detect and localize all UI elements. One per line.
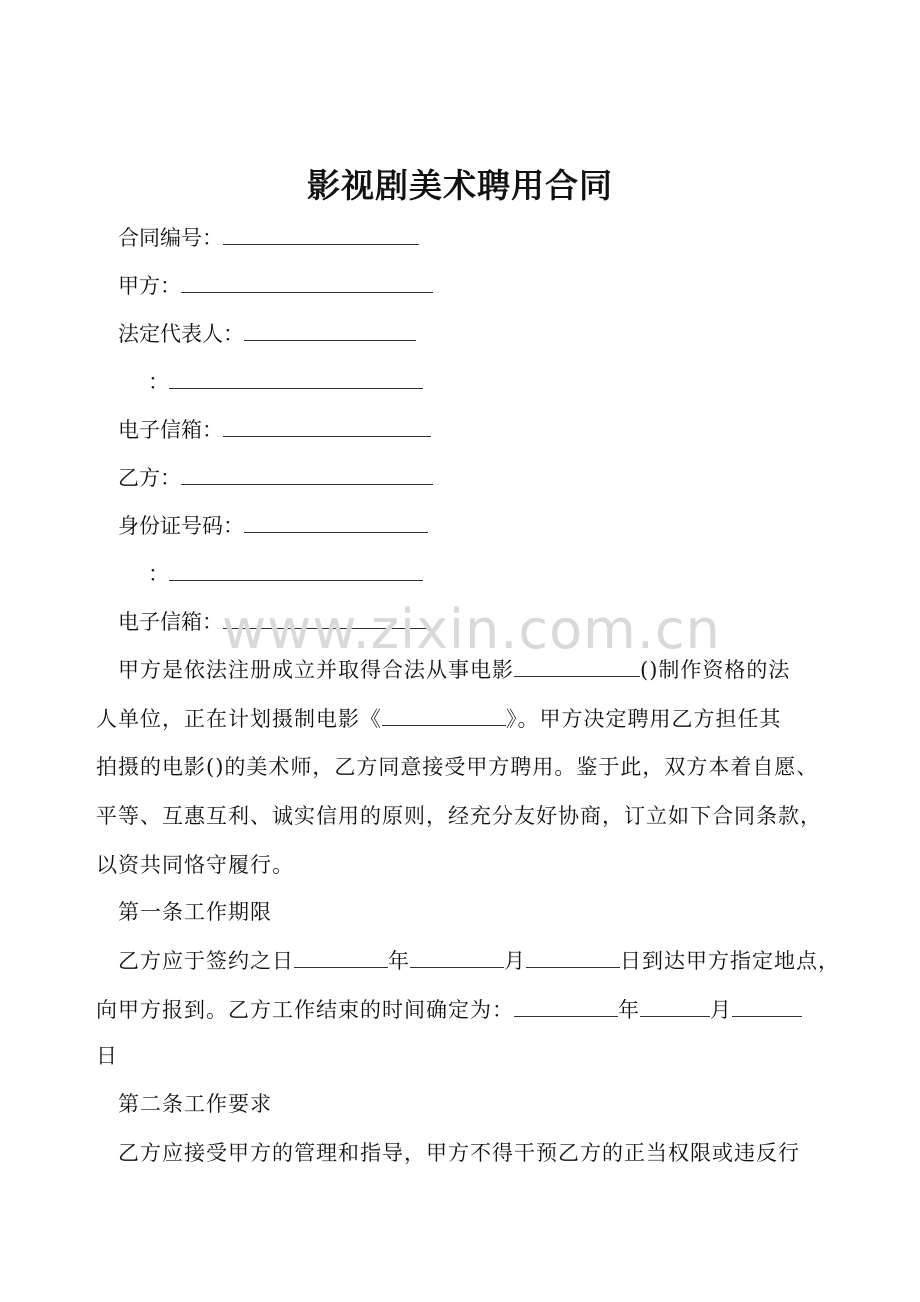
article-1-line-3: 日 [96,1044,118,1068]
party-a-field [118,270,433,301]
document-title: 影视剧美术聘用合同 [307,166,613,205]
start-month-blank[interactable] [410,945,504,968]
party-a-blank[interactable] [181,270,433,293]
legal-rep-label: 法定代表人： [118,322,244,346]
watermark: www.zixin.com.cn [222,598,721,661]
preamble-text: 人单位，正在计划摄制电影《 [96,707,382,731]
party-b-field [118,462,433,493]
article-text: 向甲方报到。乙方工作结束的时间确定为： [96,998,514,1022]
contract-number-blank[interactable] [223,222,419,245]
party-b-extra-field [148,558,423,589]
preamble-text: ()制作资格的法 [640,658,791,682]
article-text: 月 [710,998,732,1022]
article-text: 月 [504,949,526,973]
article-1-line-1 [118,945,840,976]
legal-rep-field [118,318,416,349]
article-1-heading: 第一条工作期限 [118,900,272,924]
preamble-line-2 [96,703,782,734]
preamble-text: 甲方是依法注册成立并取得合法从事电影 [118,658,514,682]
party-a-extra-blank[interactable] [169,366,423,389]
article-2-line-1: 乙方应接受甲方的管理和指导，甲方不得干预乙方的正当权限或违反行 [118,1141,800,1165]
article-1-line-2 [96,994,802,1025]
legal-rep-blank[interactable] [244,318,416,341]
party-b-extra-label: ： [148,562,169,586]
preamble-line-4: 平等、互惠互利、诚实信用的原则，经充分友好协商，订立如下合同条款， [96,804,822,828]
party-b-extra-blank[interactable] [169,558,423,581]
article-2-heading: 第二条工作要求 [118,1092,272,1116]
preamble-line-3: 拍摄的电影()的美术师，乙方同意接受甲方聘用。鉴于此，双方本着自愿、 [96,755,819,779]
article-text: 日到达甲方指定地点， [620,949,840,973]
email-b-label: 电子信箱： [118,610,223,634]
party-b-label: 乙方： [118,466,181,490]
preamble-text: 》。甲方决定聘用乙方担任其 [506,707,782,731]
start-day-blank[interactable] [526,945,620,968]
end-day-blank[interactable] [732,994,802,1017]
end-year-blank[interactable] [514,994,618,1017]
contract-number-field [118,222,419,253]
film-title-blank[interactable] [382,703,506,726]
end-month-blank[interactable] [640,994,710,1017]
email-a-label: 电子信箱： [118,418,223,442]
id-number-field [118,510,428,541]
id-number-blank[interactable] [244,510,428,533]
party-b-blank[interactable] [181,462,433,485]
article-text: 乙方应于签约之日 [118,949,294,973]
email-a-field [118,414,431,445]
contract-number-label: 合同编号： [118,226,223,250]
id-number-label: 身份证号码： [118,514,244,538]
party-a-extra-field [148,366,423,397]
party-a-label: 甲方： [118,274,181,298]
article-text: 年 [618,998,640,1022]
article-text: 年 [388,949,410,973]
email-a-blank[interactable] [223,414,431,437]
preamble-line-5: 以资共同恪守履行。 [96,853,294,877]
party-a-extra-label: ： [148,370,169,394]
start-year-blank[interactable] [294,945,388,968]
